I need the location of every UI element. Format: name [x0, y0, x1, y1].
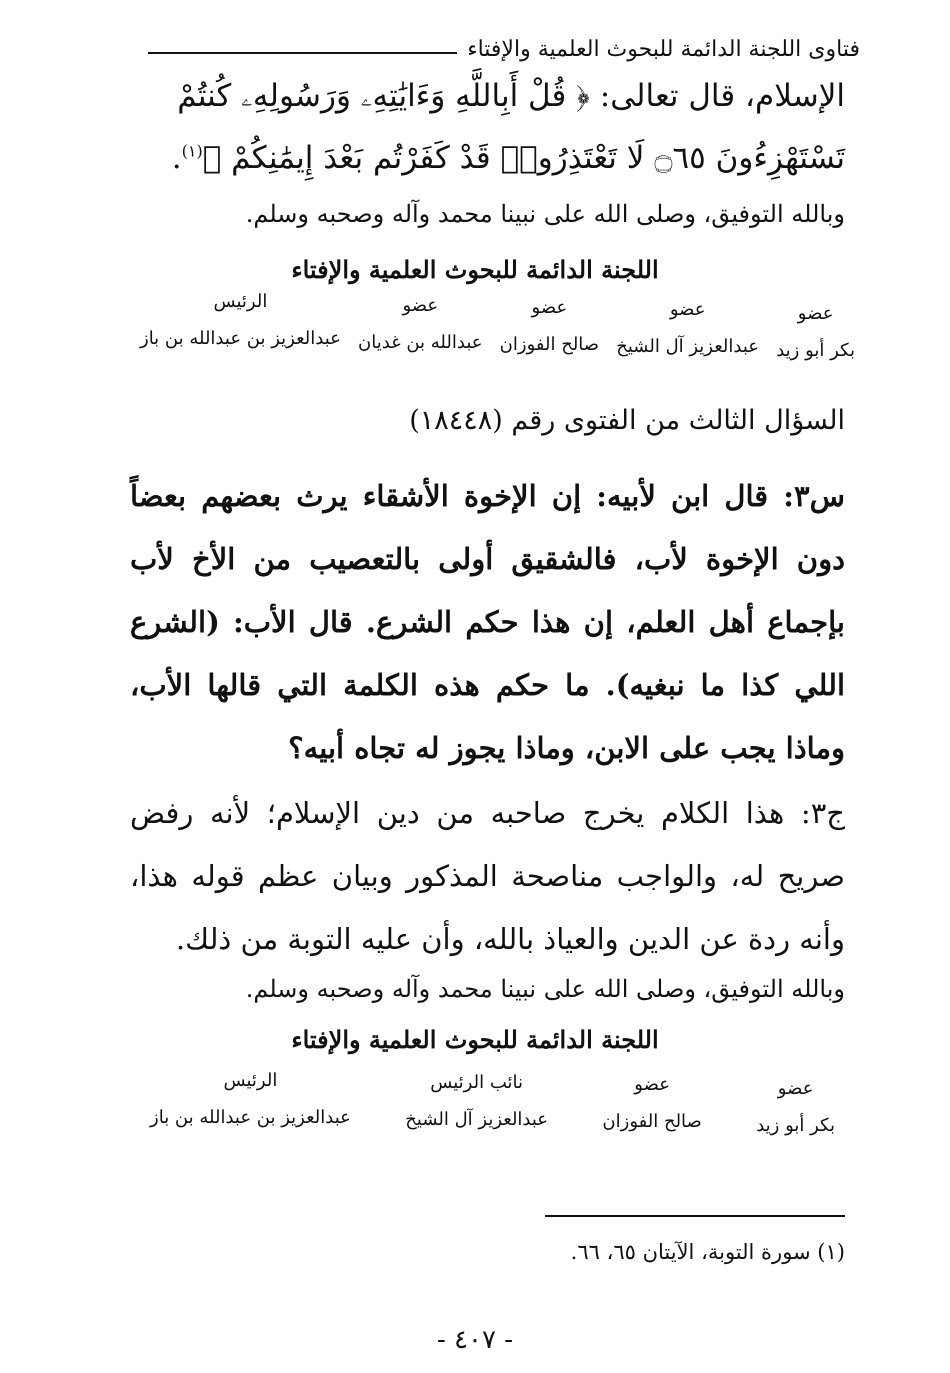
- signature-role: الرئيس: [213, 291, 268, 312]
- question-text: س٣: قال ابن لأبيه: إن الإخوة الأشقاء يرث بعضهم بعضاً دون الإخوة لأب، فالشقيق أولى بالتعصيب من الأخ لأب بإجماع أهل العلم، إن هذا حكم الشرع. قال الأب: (الشرع اللي كذا ما نبغيه). ما حكم هذه الكلمة التي قالها الأب، وماذا يجب على الابن، وماذا يجوز له تجاه أبيه؟: [130, 479, 845, 765]
- signature: [776, 303, 855, 361]
- footnote-ref: (١): [181, 141, 203, 161]
- signature: [500, 297, 599, 361]
- question-title: السؤال الثالث من الفتوى رقم (١٨٤٤٨): [409, 405, 845, 436]
- signatures-block-1: [140, 291, 855, 361]
- signature: [602, 1074, 701, 1136]
- signature-role: عضو: [797, 303, 834, 324]
- signature: [756, 1078, 835, 1136]
- page-number: - ٤٠٧ -: [436, 1325, 514, 1355]
- running-header: [148, 22, 860, 62]
- quran-quote-text: تَسْتَهْزِءُونَ ۝٦٥ لَا تَعْتَذِرُوا۟ قَدْ كَفَرْتُم بَعْدَ إِيمَٰنِكُمْ ﴾: [202, 140, 845, 176]
- quote-end: .: [171, 140, 182, 176]
- header-title: فتاوى اللجنة الدائمة للبحوث العلمية والإفتاء: [467, 37, 860, 62]
- quran-quote-line-1: الإسلام، قال تعالى: ﴿ قُلْ أَبِاللَّهِ وَءَايَٰتِهِۦ وَرَسُولِهِۦ كُنتُمْ: [177, 78, 845, 114]
- signature-role: الرئيس: [223, 1070, 278, 1091]
- signature-name: بكر أبو زيد: [776, 340, 855, 361]
- committee-name-1: اللجنة الدائمة للبحوث العلمية والإفتاء: [291, 255, 659, 284]
- signature-name: عبدالعزيز آل الشيخ: [405, 1109, 549, 1130]
- signature: [405, 1072, 548, 1136]
- signature-name: عبدالعزيز آل الشيخ: [616, 336, 760, 357]
- signature-role: عضو: [777, 1078, 814, 1099]
- answer-text: ج٣: هذا الكلام يخرج صاحبه من دين الإسلام؛ لأنه رفض صريح له، والواجب مناصحة المذكور وبيان عظم قوله هذا، وأنه ردة عن الدين والعياذ بالله، وأن عليه التوبة من ذلك.: [130, 796, 845, 956]
- signature: [150, 1070, 351, 1136]
- signature-name: عبدالله بن غديان: [358, 332, 483, 353]
- signature-role: نائب الرئيس: [430, 1072, 524, 1093]
- signature-name: صالح الفوزان: [499, 334, 600, 355]
- signature: [616, 299, 759, 361]
- signature-role: عضو: [531, 297, 568, 318]
- footnote: (١) سورة التوبة، الآيتان ٦٥، ٦٦.: [570, 1240, 845, 1264]
- signature-name: بكر أبو زيد: [756, 1115, 835, 1136]
- footnote-separator: [545, 1215, 845, 1217]
- signature-name: عبدالعزيز بن عبدالله بن باز: [150, 1107, 351, 1128]
- committee-name-2: اللجنة الدائمة للبحوث العلمية والإفتاء: [291, 1025, 659, 1054]
- signature-name: صالح الفوزان: [602, 1111, 702, 1132]
- signature-name: عبدالعزيز بن عبدالله بن باز: [140, 328, 341, 349]
- quran-quote-line-2: [130, 140, 845, 176]
- signature: [140, 291, 341, 361]
- signature-role: عضو: [402, 295, 439, 316]
- signature-role: عضو: [669, 299, 706, 320]
- signature-role: عضو: [634, 1074, 670, 1095]
- closing-prayer-2: وبالله التوفيق، وصلى الله على نبينا محمد وآله وصحبه وسلم.: [245, 975, 845, 1003]
- header-rule: [148, 52, 457, 54]
- signatures-block-2: [150, 1070, 835, 1136]
- signature: [358, 295, 482, 361]
- closing-prayer-1: وبالله التوفيق، وصلى الله على نبينا محمد وآله وصحبه وسلم.: [245, 200, 845, 228]
